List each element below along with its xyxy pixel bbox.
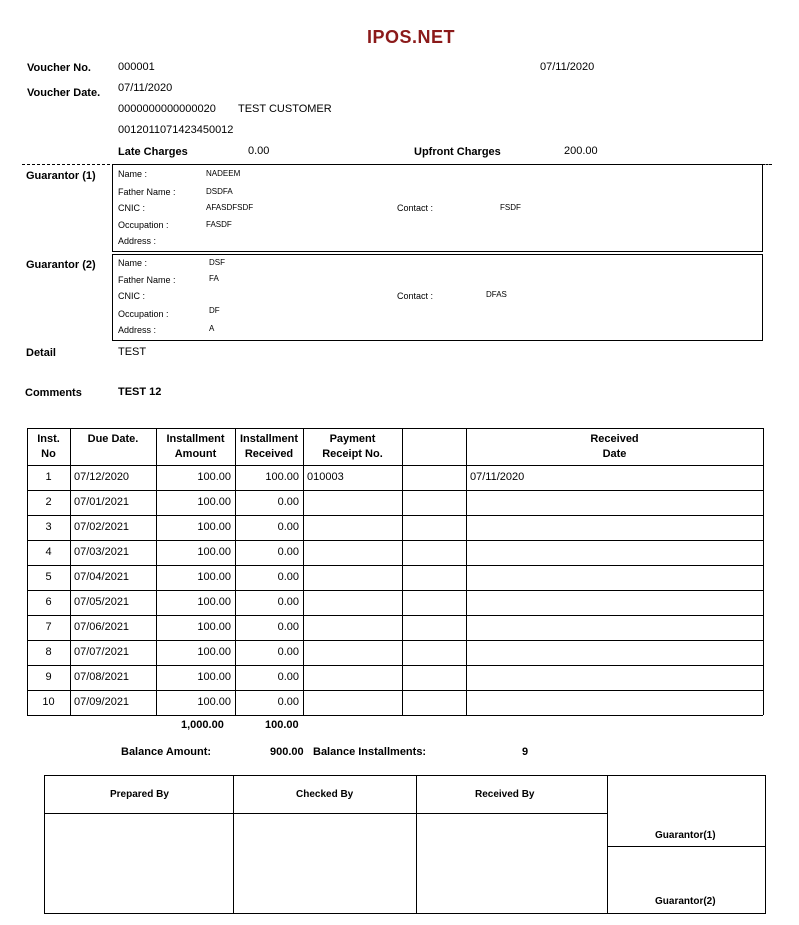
table-cell: 8	[45, 646, 52, 658]
guarantor2-contact-label: Contact :	[397, 291, 434, 301]
table-cell: 100.00	[197, 521, 231, 533]
guarantor1-address-label: Address :	[118, 236, 157, 246]
table-cell: 100.00	[197, 696, 231, 708]
table-cell: 07/05/2021	[74, 596, 130, 608]
table-cell: 07/04/2021	[74, 571, 130, 583]
guarantor1-father-label: Father Name :	[118, 187, 176, 197]
table-cell: 0.00	[277, 571, 299, 583]
table-cell: 100.00	[197, 546, 231, 558]
voucher-no-label: Voucher No.	[27, 62, 91, 74]
guarantor1-contact-label: Contact :	[397, 203, 434, 213]
table-header-text: Date	[602, 448, 627, 460]
table-cell: 100.00	[265, 471, 299, 483]
print-date: 07/11/2020	[540, 61, 595, 73]
table-row-line	[27, 665, 763, 666]
table-cell: 0.00	[277, 646, 299, 658]
table-header-cell	[156, 432, 235, 462]
guarantor1-title: Guarantor (1)	[26, 170, 96, 182]
table-column-line	[70, 428, 71, 715]
signature-divider	[233, 775, 234, 914]
guarantor2-sign-label: Guarantor(2)	[655, 896, 716, 907]
table-cell: 07/02/2021	[74, 521, 130, 533]
table-header-line	[27, 465, 763, 466]
guarantor1-name: NADEEM	[206, 169, 241, 178]
guarantor2-name: DSF	[209, 258, 225, 267]
table-header-cell	[70, 432, 156, 447]
checked-by-label: Checked By	[296, 789, 354, 800]
table-cell: 2	[45, 496, 52, 508]
guarantor2-title: Guarantor (2)	[26, 259, 96, 271]
table-row-line	[27, 490, 763, 491]
table-cell: 07/06/2021	[74, 621, 130, 633]
table-header-cell	[235, 432, 303, 462]
guarantor1-occupation: FASDF	[206, 220, 232, 229]
table-row-line	[27, 565, 763, 566]
table-column-line	[402, 428, 403, 715]
balance-amount-label: Balance Amount:	[121, 746, 212, 758]
table-cell: 100.00	[197, 671, 231, 683]
late-charges: 0.00	[248, 145, 270, 157]
received-by-label: Received By	[475, 789, 535, 800]
table-header-cell	[303, 432, 402, 462]
table-row-line	[27, 715, 763, 716]
table-cell: 7	[45, 621, 52, 633]
reference-no: 0012011071423450012	[118, 124, 234, 136]
table-header-text: Amount	[174, 448, 217, 460]
table-column-line	[235, 428, 236, 715]
table-row-line	[27, 690, 763, 691]
customer-name: TEST CUSTOMER	[238, 103, 332, 115]
account-no: 0000000000000020	[118, 103, 216, 115]
balance-installments: 9	[522, 746, 529, 758]
table-column-line	[466, 428, 467, 715]
table-cell: 6	[45, 596, 52, 608]
table-top-border	[27, 428, 763, 429]
table-cell: 0.00	[277, 696, 299, 708]
total-installment-amount: 1,000.00	[181, 719, 224, 731]
table-cell: 07/12/2020	[74, 471, 130, 483]
table-header-text: Installment	[166, 433, 225, 445]
table-cell: 0.00	[277, 596, 299, 608]
table-cell: 4	[45, 546, 52, 558]
guarantor2-name-label: Name :	[118, 258, 148, 268]
guarantor2-occupation-label: Occupation :	[118, 309, 169, 319]
table-header-text: Due Date.	[87, 433, 139, 445]
table-cell: 07/11/2020	[470, 471, 525, 483]
company-title: IPOS.NET	[367, 27, 456, 47]
table-cell: 100.00	[197, 621, 231, 633]
guarantor1-contact: FSDF	[500, 203, 521, 212]
table-row-line	[27, 540, 763, 541]
table-cell: 100.00	[197, 596, 231, 608]
balance-amount: 900.00	[270, 746, 304, 758]
table-cell: 100.00	[197, 471, 231, 483]
table-column-line	[156, 428, 157, 715]
table-cell: 10	[42, 696, 55, 708]
table-cell: 3	[45, 521, 52, 533]
detail-value: TEST	[118, 346, 147, 358]
table-cell: 07/07/2021	[74, 646, 130, 658]
signature-header-line	[44, 813, 607, 814]
guarantor2-contact: DFAS	[486, 290, 507, 299]
detail-label: Detail	[26, 347, 56, 359]
table-cell: 0.00	[277, 496, 299, 508]
guarantor-sign-divider	[607, 846, 766, 847]
voucher-date: 07/11/2020	[118, 82, 173, 94]
signature-divider	[416, 775, 417, 914]
table-cell: 9	[45, 671, 52, 683]
table-column-line	[27, 428, 28, 715]
table-cell: 0.00	[277, 546, 299, 558]
table-cell: 07/08/2021	[74, 671, 130, 683]
signature-divider	[607, 775, 608, 914]
upfront-charges: 200.00	[564, 145, 598, 157]
table-cell: 0.00	[277, 621, 299, 633]
guarantor2-address-label: Address :	[118, 325, 157, 335]
total-installment-received: 100.00	[265, 719, 299, 731]
table-row-line	[27, 590, 763, 591]
table-header-text: Payment	[329, 433, 376, 445]
dashed-divider-right	[762, 164, 772, 165]
table-header-text: Inst.	[37, 433, 60, 445]
table-column-line	[303, 428, 304, 715]
table-cell: 100.00	[197, 496, 231, 508]
table-header-text: Received	[244, 448, 294, 460]
table-header-text: No	[41, 448, 56, 460]
guarantor1-name-label: Name :	[118, 169, 148, 179]
table-column-line	[763, 428, 764, 715]
guarantor2-address: A	[209, 324, 215, 333]
guarantor2-occupation: DF	[209, 306, 220, 315]
voucher-no: 000001	[118, 61, 155, 73]
voucher-date-label: Voucher Date.	[27, 87, 101, 99]
table-cell: 07/03/2021	[74, 546, 130, 558]
table-cell: 010003	[307, 471, 344, 483]
table-cell: 0.00	[277, 521, 299, 533]
late-charges-label: Late Charges	[118, 146, 188, 158]
dashed-divider-left	[22, 164, 110, 165]
table-cell: 100.00	[197, 571, 231, 583]
guarantor2-father-label: Father Name :	[118, 275, 176, 285]
table-header-cell	[27, 432, 70, 462]
table-cell: 5	[45, 571, 52, 583]
comments-value: TEST 12	[118, 386, 162, 398]
table-row-line	[27, 615, 763, 616]
table-row-line	[27, 640, 763, 641]
upfront-charges-label: Upfront Charges	[414, 146, 501, 158]
table-cell: 100.00	[197, 646, 231, 658]
guarantor1-cnic: AFASDFSDF	[206, 203, 254, 212]
table-header-text: Installment	[239, 433, 299, 445]
guarantor2-father: FA	[209, 274, 219, 283]
table-cell: 1	[45, 471, 52, 483]
comments-label: Comments	[25, 387, 82, 399]
table-header-text: Receipt No.	[322, 448, 383, 460]
guarantor2-cnic-label: CNIC :	[118, 291, 145, 301]
table-header-text: Received	[590, 433, 639, 445]
table-header-cell	[466, 432, 763, 462]
guarantor1-cnic-label: CNIC :	[118, 203, 145, 213]
guarantor1-occupation-label: Occupation :	[118, 220, 169, 230]
table-row-line	[27, 515, 763, 516]
guarantor1-sign-label: Guarantor(1)	[655, 830, 716, 841]
table-cell: 0.00	[277, 671, 299, 683]
table-cell: 07/01/2021	[74, 496, 130, 508]
guarantor1-father: DSDFA	[206, 187, 233, 196]
prepared-by-label: Prepared By	[110, 789, 169, 800]
table-cell: 07/09/2021	[74, 696, 130, 708]
balance-installments-label: Balance Installments:	[313, 746, 427, 758]
